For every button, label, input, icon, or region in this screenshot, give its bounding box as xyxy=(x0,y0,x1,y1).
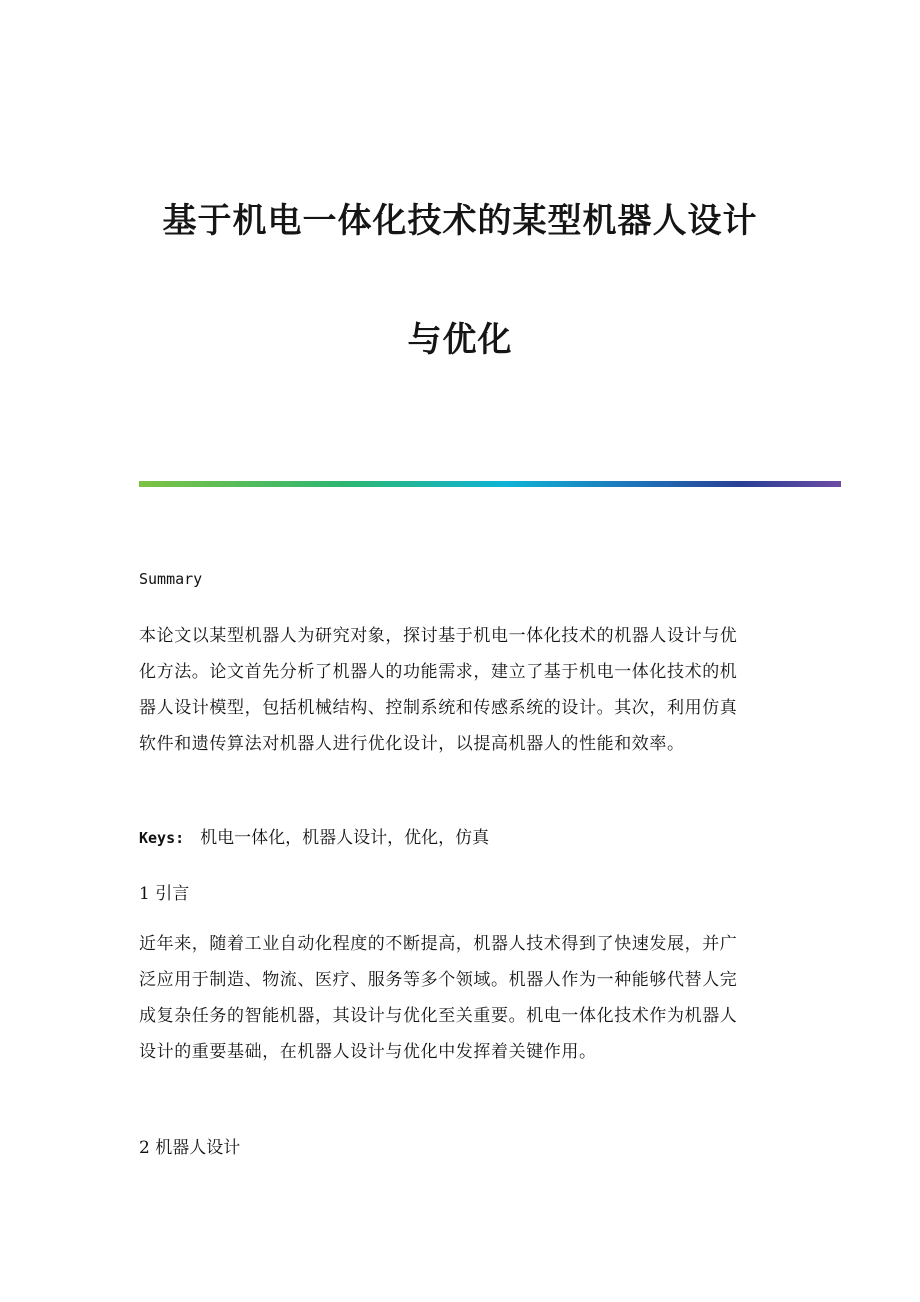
document-title-line1: 基于机电一体化技术的某型机器人设计 xyxy=(162,201,758,241)
abstract-paragraph xyxy=(139,618,779,762)
abstract-line: 本论文以某型机器人为研究对象，探讨基于机电一体化技术的机器人设计与优 xyxy=(139,626,738,646)
keywords-line xyxy=(139,823,779,848)
section-1-line: 近年来，随着工业自动化程度的不断提高，机器人技术得到了快速发展，并广 xyxy=(139,934,738,954)
keywords-label: Keys: xyxy=(139,829,185,847)
abstract-line: 器人设计模型，包括机械结构、控制系统和传感系统的设计。其次，利用仿真 xyxy=(139,698,738,718)
section-1-line: 泛应用于制造、物流、医疗、服务等多个领域。机器人作为一种能够代替人完 xyxy=(139,970,738,990)
section-2-heading: 2 机器人设计 xyxy=(139,1138,241,1158)
section-1-line: 设计的重要基础，在机器人设计与优化中发挥着关键作用。 xyxy=(139,1042,597,1062)
section-1-paragraph xyxy=(139,926,779,1070)
document-title-line2: 与优化 xyxy=(407,320,513,360)
gradient-divider xyxy=(139,481,841,487)
abstract-line: 软件和遗传算法对机器人进行优化设计，以提高机器人的性能和效率。 xyxy=(139,734,685,754)
abstract-line: 化方法。论文首先分析了机器人的功能需求，建立了基于机电一体化技术的机 xyxy=(139,662,738,682)
section-1-line: 成复杂任务的智能机器，其设计与优化至关重要。机电一体化技术作为机器人 xyxy=(139,1006,738,1026)
summary-heading: Summary xyxy=(139,570,203,588)
section-1-heading: 1 引言 xyxy=(139,884,190,904)
keywords-value: 机电一体化，机器人设计，优化，仿真 xyxy=(200,828,490,848)
